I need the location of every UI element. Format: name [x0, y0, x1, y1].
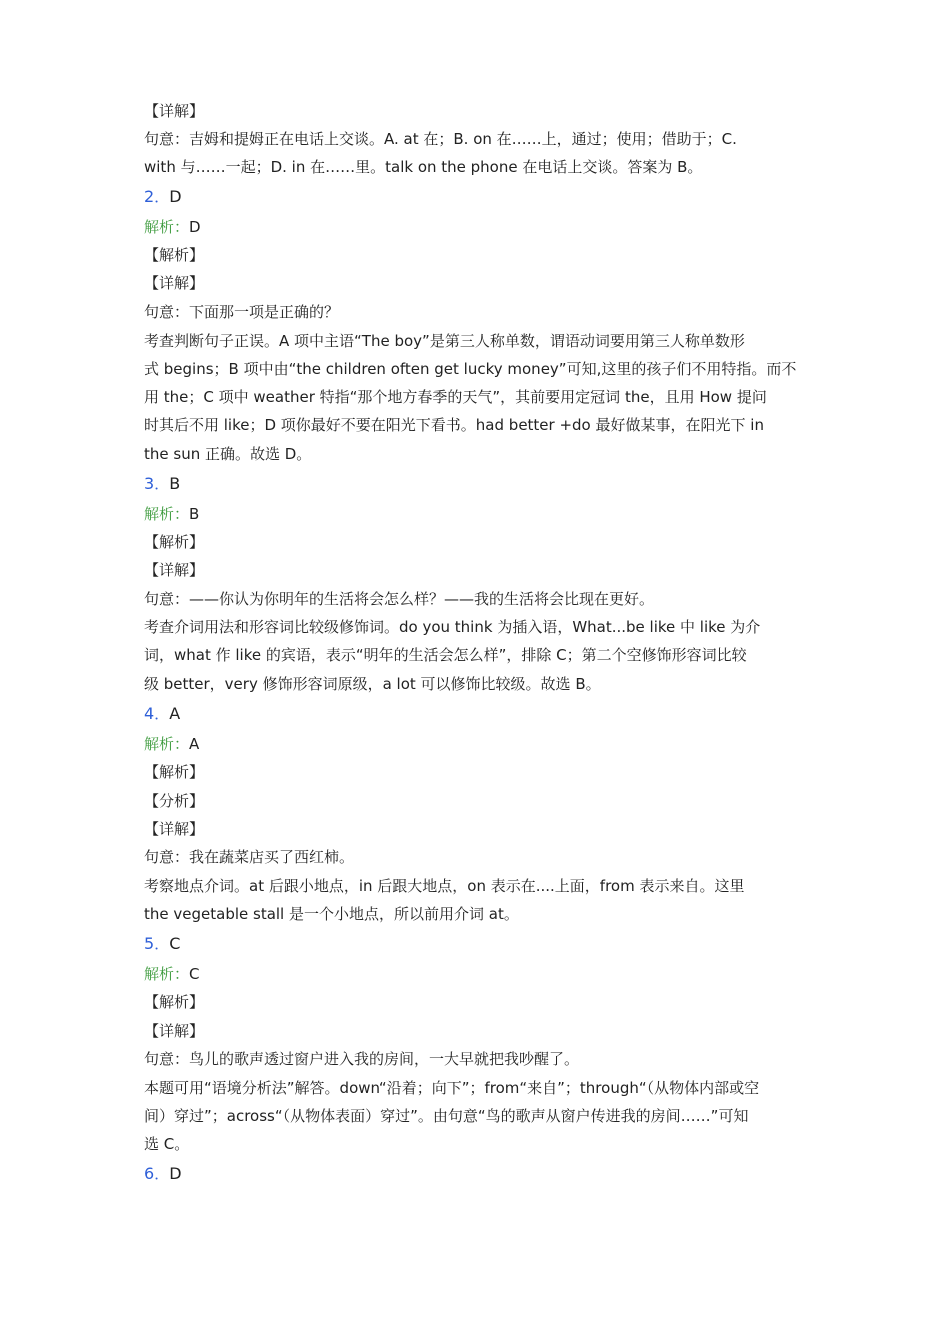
- jiexi-label: 解析: [144, 965, 175, 983]
- jiexi-line: [144, 960, 814, 988]
- paragraph-line: 式 begins；B 项中由“the children often get lucky money”可知,这里的孩子们不用特指。而不: [144, 360, 797, 378]
- paragraph-line: the sun 正确。故选 D。: [144, 445, 312, 463]
- question-number: 5: [144, 934, 155, 953]
- section-header-detail: 【详解】: [144, 102, 205, 120]
- question-answer: C: [169, 934, 181, 953]
- question-number: 3: [144, 474, 155, 493]
- section-header-breakdown: 【分析】: [144, 792, 205, 810]
- jiexi-line: [144, 213, 814, 241]
- section-header-analysis: 【解析】: [144, 533, 205, 551]
- paragraph-line: 本题可用“语境分析法”解答。down“沿着；向下”；from“来自”；through“（从物体内部或空: [144, 1079, 760, 1097]
- question-answer: A: [169, 704, 181, 723]
- question-answer: B: [169, 474, 181, 493]
- question-sep: ．: [154, 705, 170, 723]
- paragraph-line: 考察地点介词。at 后跟小地点，in 后跟大地点，on 表示在....上面，from 表示来自。这里: [144, 877, 745, 895]
- section-header-detail: 【详解】: [144, 274, 205, 292]
- jiexi-label: 解析: [144, 218, 175, 236]
- jiexi-sep: ：: [174, 505, 190, 523]
- paragraph-line: 句意：下面那一项是正确的？: [144, 303, 340, 321]
- section-header-detail: 【详解】: [144, 561, 205, 579]
- jiexi-value: D: [189, 218, 201, 236]
- jiexi-value: B: [189, 505, 200, 523]
- paragraph-line: 级 better，very 修饰形容词原级，a lot 可以修饰比较级。故选 B。: [144, 675, 601, 693]
- paragraph-line: 选 C。: [144, 1135, 190, 1153]
- section-header-detail: 【详解】: [144, 1022, 205, 1040]
- question-4-header: [144, 700, 814, 728]
- question-6-header: [144, 1160, 814, 1188]
- question-3-header: [144, 470, 814, 498]
- paragraph-line: 间）穿过”；across“（从物体表面）穿过”。由句意“鸟的歌声从窗户传进我的房间……”可知: [144, 1107, 749, 1125]
- section-header-analysis: 【解析】: [144, 246, 205, 264]
- section-header-analysis: 【解析】: [144, 993, 205, 1011]
- question-5-header: [144, 930, 814, 958]
- question-number: 4: [144, 704, 155, 723]
- question-sep: ．: [154, 188, 170, 206]
- paragraph-line: 句意：吉姆和提姆正在电话上交谈。A. at 在；B. on 在……上，通过；使用；借助于；C.: [144, 130, 737, 148]
- question-sep: ．: [154, 1165, 170, 1183]
- question-answer: D: [169, 1164, 182, 1183]
- jiexi-sep: ：: [174, 218, 190, 236]
- paragraph-line: 时其后不用 like；D 项你最好不要在阳光下看书。had better +do 最好做某事，在阳光下 in: [144, 416, 764, 434]
- section-header-detail: 【详解】: [144, 820, 205, 838]
- paragraph-line: 句意：鸟儿的歌声透过窗户进入我的房间，一大早就把我吵醒了。: [144, 1050, 580, 1068]
- jiexi-sep: ：: [174, 735, 190, 753]
- question-answer: D: [169, 187, 182, 206]
- paragraph-line: 句意：——你认为你明年的生活将会怎么样？——我的生活将会比现在更好。: [144, 590, 655, 608]
- question-sep: ．: [154, 475, 170, 493]
- jiexi-line: [144, 500, 814, 528]
- jiexi-value: C: [189, 965, 200, 983]
- question-number: 6: [144, 1164, 155, 1183]
- jiexi-label: 解析: [144, 505, 175, 523]
- paragraph-line: with 与……一起；D. in 在……里。talk on the phone 在电话上交谈。答案为 B。: [144, 158, 703, 176]
- question-sep: ．: [154, 935, 170, 953]
- question-2-header: [144, 183, 814, 211]
- jiexi-line: [144, 730, 814, 758]
- jiexi-label: 解析: [144, 735, 175, 753]
- paragraph-line: 考查判断句子正误。A 项中主语“The boy”是第三人称单数，谓语动词要用第三人称单数形: [144, 332, 745, 350]
- section-header-analysis: 【解析】: [144, 763, 205, 781]
- paragraph-line: 句意：我在蔬菜店买了西红柿。: [144, 848, 355, 866]
- jiexi-sep: ：: [174, 965, 190, 983]
- paragraph-line: the vegetable stall 是一个小地点，所以前用介词 at。: [144, 905, 519, 923]
- jiexi-value: A: [189, 735, 200, 753]
- paragraph-line: 用 the；C 项中 weather 特指“那个地方春季的天气”，其前要用定冠词 the，且用 How 提问: [144, 388, 767, 406]
- paragraph-line: 词，what 作 like 的宾语，表示“明年的生活会怎么样”，排除 C；第二个空修饰形容词比较: [144, 646, 747, 664]
- question-number: 2: [144, 187, 155, 206]
- paragraph-line: 考查介词用法和形容词比较级修饰词。do you think 为插入语，What...be like 中 like 为介: [144, 618, 761, 636]
